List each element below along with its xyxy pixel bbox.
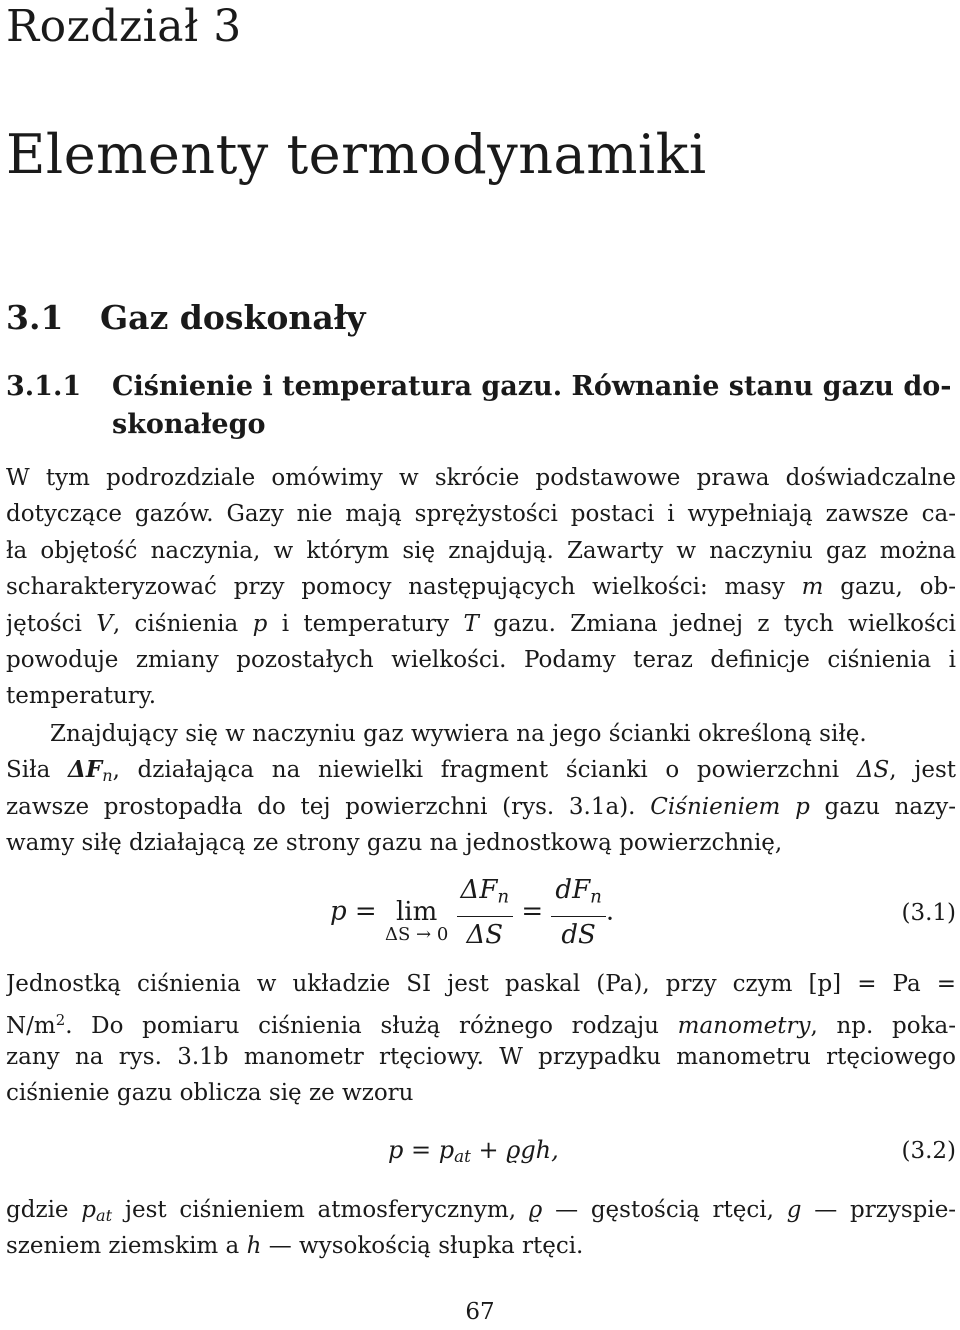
p4-symbol-g: g [786,1197,802,1223]
p2-line4: wamy siłę działającą ze strony gazu na jednostkową powierzchnię, [6,830,783,857]
p1-line3: ła objętość naczynia, w którym się znajdują. Zawarty w naczyniu gaz można [6,537,956,564]
p1-line2: dotyczące gazów. Gazy nie mają sprężystości postaci i wypełniają zawsze ca- [6,501,956,528]
p3-l2-text-b: . Do pomiaru ciśnienia służą różnego rodzaju [65,1013,659,1039]
eq1-num2: dF [555,875,591,905]
p2-l2-text-c: , jest [889,757,956,784]
eq2-sub-at: at [454,1146,471,1167]
eq1-num2-sub: n [590,886,602,908]
p1-line5 [6,606,956,642]
symbol-T: T [463,610,479,637]
eq1-end: . [605,896,615,927]
p4-line1 [6,1192,956,1228]
p3-line1: Jednostką ciśnienia w układzie SI jest paskal (Pa), przy czym [p] = Pa = [6,971,956,997]
eq1-lhs: p = [330,896,377,927]
p2-l2-text-a: Siła [6,757,51,784]
p4-symbol-h: h [246,1233,262,1260]
subsection-title-line2: skonałego [112,409,266,440]
eq1-num1: ΔF [460,875,498,905]
p4-symbol-p: p [81,1197,97,1223]
eq2-text-b: + ϱgh, [470,1136,559,1164]
p2-l3-text-c: gazu nazy- [824,793,956,820]
subsection-title-line1: Ciśnienie i temperatura gazu. Równanie stanu gazu do- [112,371,952,402]
p2-l3-text-a: zawsze prostopadła do tej powierzchni (rys. 3.1a). [6,793,636,820]
symbol-m: m [801,574,824,601]
eq1-limit [385,899,448,945]
p3-l2-text-a: N/m [6,1013,56,1039]
p4-l2-text-b: — wysokością słupka rtęci. [268,1233,584,1260]
p1-line1: W tym podrozdziale omówimy w skrócie podstawowe prawa doświadczalne [6,465,956,491]
p1-line7: temperatury. [6,683,157,710]
subsection-heading [6,368,956,444]
p1-l5-text-a: jętości [6,610,82,637]
equation-number-3-2: (3.2) [901,1138,956,1164]
symbol-delta-S: ΔS [856,757,890,784]
symbol-p-2: p [795,793,810,820]
section-number: 3.1 [6,298,64,337]
p2-l2-text-b: , działająca na niewielki fragment ścianki o powierzchni [112,757,840,784]
eq1-lim-sub: ΔS → 0 [384,924,449,946]
symbol-delta-F: ΔF [68,756,103,784]
eq1-den1: ΔS [466,919,504,950]
p4-l2-text-a: szeniem ziemskim a [6,1233,240,1260]
chapter-title: Elementy termodynamiki [6,123,707,186]
eq2-text-a: p = p [388,1136,455,1164]
p4-l1-text-c: — gęstością rtęci, [555,1197,774,1223]
equation-3-2 [388,1136,559,1166]
p4-l1-text-b: jest ciśnieniem atmosferycznym, [124,1197,517,1223]
p1-l4-text-a: scharakteryzować przy pomocy następujących wielkości: masy [6,574,785,601]
p4-symbol-at: at [96,1206,113,1226]
p4-line2 [6,1228,956,1264]
p4-l1-text-d: — przyspie- [814,1197,956,1223]
paragraph-1 [6,460,956,715]
eq1-lim-word: lim [395,897,438,928]
symbol-p: p [252,610,268,637]
symbol-n: n [102,766,113,786]
chapter-label: Rozdział 3 [6,1,242,52]
term-manometry: manometry [677,1013,811,1039]
paragraph-3 [6,966,956,1112]
p2-line3 [6,789,956,825]
equation-3-1 [330,872,614,953]
paragraph-2 [6,716,956,862]
p4-l1-text-a: gdzie [6,1197,69,1223]
p2-line1: Znajdujący się w naczyniu gaz wywiera na jego ścianki określoną siłę. [50,721,867,747]
p3-l2-text-d: , np. poka- [810,1013,956,1039]
eq1-fraction-1 [457,872,514,953]
p1-l5-text-c: i temperatury [281,610,450,637]
section-title: Gaz doskonały [100,298,366,337]
p2-line2 [6,752,956,788]
p3-l2-sup: 2 [55,1011,66,1030]
page-number: 67 [465,1299,495,1325]
paragraph-4 [6,1192,956,1265]
p3-line3: zany na rys. 3.1b manometr rtęciowy. W przypadku manometru rtęciowego [6,1043,956,1070]
section-heading [6,298,366,338]
p1-l5-text-b: , ciśnienia [112,610,239,637]
equation-number-3-1: (3.1) [901,900,956,926]
term-cisnieniem: Ciśnieniem [650,793,781,820]
p3-line2 [6,1002,956,1038]
eq1-equals: = [521,896,544,927]
p1-line6: powoduje zmiany pozostałych wielkości. Podamy teraz definicje ciśnienia i [6,646,956,673]
symbol-V: V [96,610,113,637]
p4-symbol-rho: ϱ [528,1197,543,1223]
p1-line4 [6,569,956,605]
p3-line4: ciśnienie gazu oblicza się ze wzoru [6,1080,414,1107]
eq1-fraction-2 [551,872,605,953]
p1-l4-text-b: gazu, ob- [840,574,956,601]
eq1-den2: dS [561,919,596,950]
p1-l5-text-d: gazu. Zmiana jednej z tych wielkości [493,610,956,637]
subsection-number: 3.1.1 [6,371,82,402]
eq1-num1-sub: n [497,886,510,908]
